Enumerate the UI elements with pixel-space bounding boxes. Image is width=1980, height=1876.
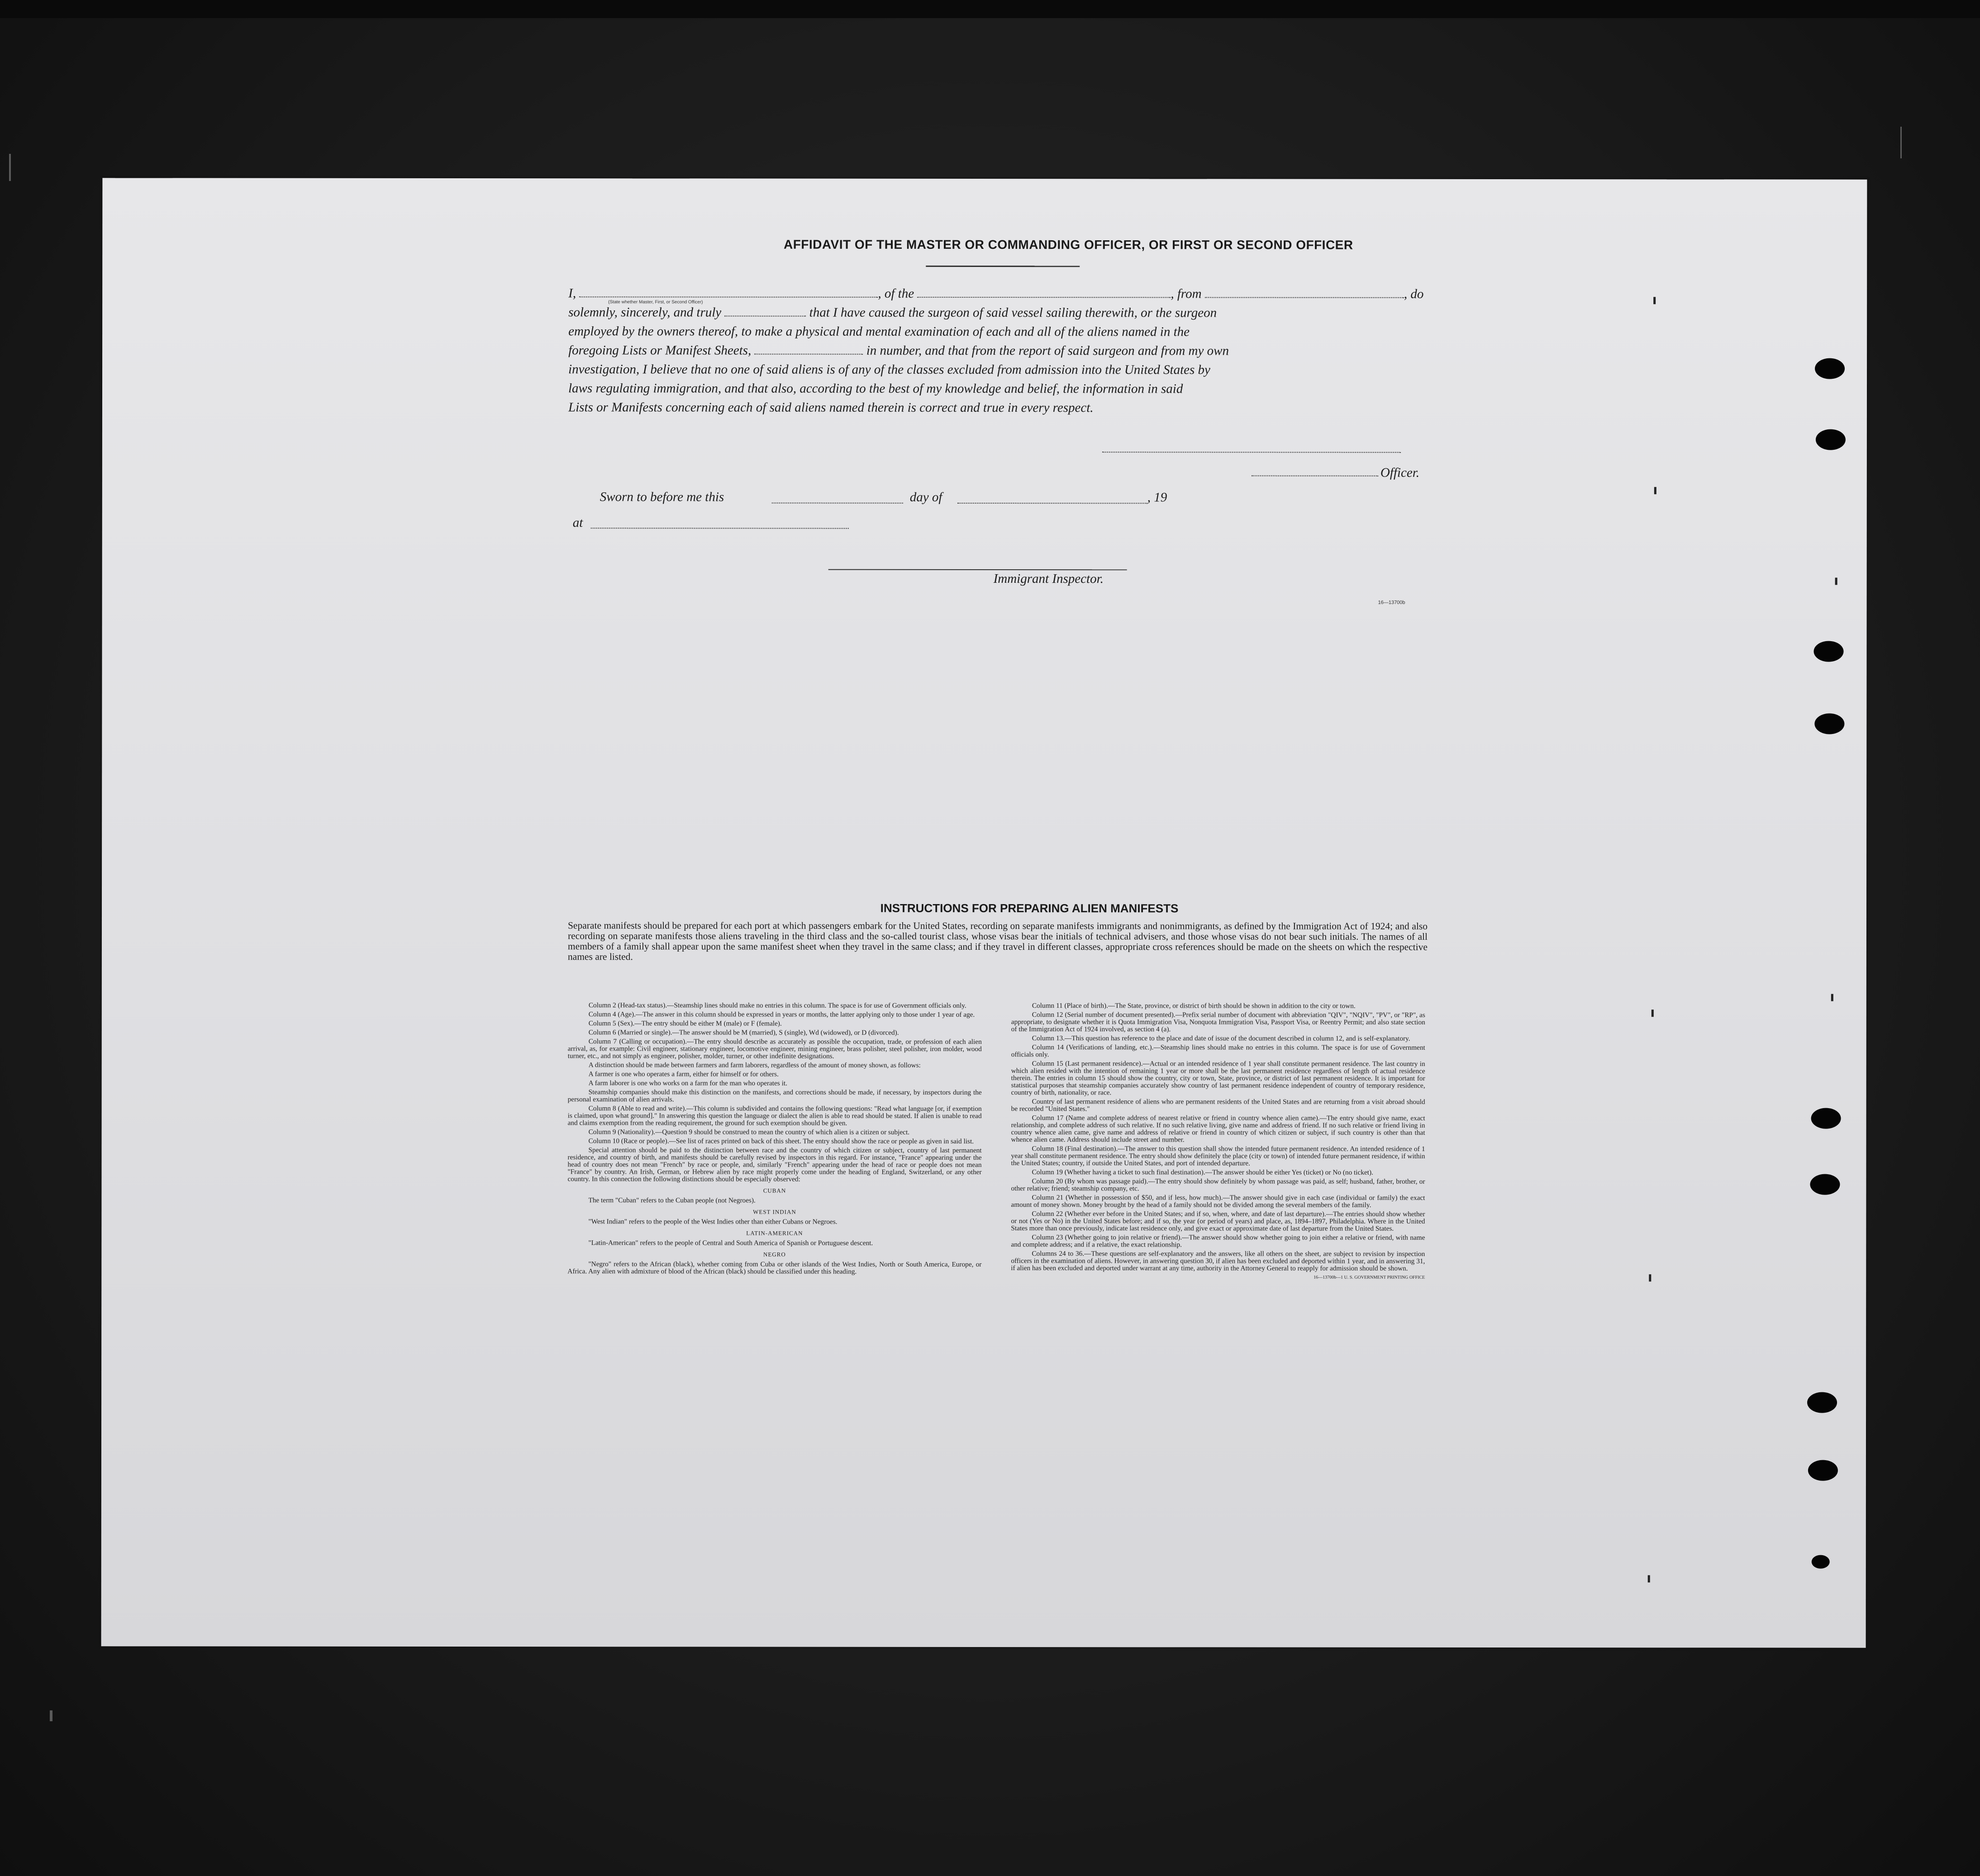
film-scratch <box>1900 127 1902 158</box>
film-scratch <box>50 1710 52 1721</box>
affidavit-line-2: solemnly, sincerely, and truly that I have caused the surgeon of said vessel sailing therewith, or the surgeon <box>568 302 1654 323</box>
page-speck <box>1649 1274 1651 1281</box>
affidavit-line-7: Lists or Manifests concerning each of said aliens named therein is correct and true in every respect. <box>568 400 1094 415</box>
page-speck <box>1652 1009 1654 1017</box>
instruction-col24-36: Columns 24 to 36.—These questions are self-explanatory and the answers, like all others on the sheet, are subject to revision by inspection officers in the examination of aliens. However, in answering question 30, if alien has been excluded and deported within 1 year, and in answering 31, if alien has been excluded and deported under warrant at any time, authority in the Attorney General to reapply for admission should be shown. <box>1011 1250 1425 1272</box>
instruction-farmers: A distinction should be made between farmers and farm laborers, regardless of the amount of money shown, as follows: <box>588 1061 921 1069</box>
instruction-col4: Column 4 (Age).—The answer in this column should be expressed in years or months, the latter applying only to those under 1 year of age. <box>588 1010 975 1019</box>
instruction-col2: Column 2 (Head-tax status).—Steamship lines should make no entries in this column. The space is for use of Government officials only. <box>588 1001 966 1009</box>
inspector-signature-line <box>828 569 1127 571</box>
instruction-col10: Column 10 (Race or people).—See list of races printed on back of this sheet. The entry should show the race or people as given in said list. <box>588 1137 974 1145</box>
instruction-farm-laborer: A farm laborer is one who works on a farm for the man who operates it. <box>588 1079 787 1087</box>
day-blank <box>772 503 903 504</box>
scan-top-edge <box>0 0 1980 18</box>
instruction-col21: Column 21 (Whether in possession of $50, and if less, how much).—The answer should give in each case (individual or family) the exact amount of money shown. Money brought by the head of a family should not be divided among the several members of the family. <box>1011 1194 1425 1209</box>
instruction-col5: Column 5 (Sex).—The entry should be either M (male) or F (female). <box>588 1019 782 1028</box>
instruction-race-note: Special attention should be paid to the distinction between race and the country of which citizen or subject, country of last permanent residence, and country of birth, and manifests should be carefully revised by inspectors in this regard. For instance, "France" appearing under the head of country does not mean "French" by race or people, and, similarly "French" appearing under the head of race or people does not mean "France" by country. An Irish, German, or Hebrew alien by race might properly come under the heading of England, Switzerland, or any other country. In this connection the following distinctions should be especially observed: <box>567 1146 982 1183</box>
film-scratch <box>9 154 11 181</box>
place-blank <box>591 528 849 529</box>
document-page <box>101 178 1867 1647</box>
punch-hole <box>1816 429 1846 450</box>
at-label: at <box>572 515 583 530</box>
instruction-col6: Column 6 (Married or single).—The answer should be M (married), S (single), Wd (widowed), or D (divorced). <box>588 1028 899 1037</box>
day-of-label: day of <box>909 490 942 505</box>
page-speck <box>1653 297 1656 304</box>
punch-hole <box>1814 714 1844 734</box>
instruction-col8: Column 8 (Able to read and write).—This column is subdivided and contains the following questions: "Read what language [or, if exemption is claimed, upon what ground]." In answering this question the language or dialect the alien is able to read should be stated. If alien is unable to read and claims exemption from the reading requirement, the ground for such exemption should be given. <box>567 1105 982 1127</box>
instruction-steamship: Steamship companies should make this distinction on the manifests, and corrections should be made, if necessary, by inspectors during the personal examination of alien arrivals. <box>567 1088 982 1104</box>
heading-cuban: CUBAN <box>763 1187 786 1194</box>
name-blank <box>579 285 878 298</box>
affidavit-line-4: foregoing Lists or Manifest Sheets, in number, and that from the report of said surgeon and from my own <box>568 340 1654 361</box>
affidavit-line-6: laws regulating immigration, and that also, according to the best of my knowledge and belief, the information in said <box>568 381 1183 396</box>
instruction-cuban: The term "Cuban" refers to the Cuban people (not Negroes). <box>588 1196 756 1205</box>
instruction-col7: Column 7 (Calling or occupation).—The entry should describe as accurately as possible the occupation, trade, or profession of each alien arrival, as, for example: Civil engineer, stationary engineer, locomotive engineer, mining engineer, brass polisher, steel polisher, iron molder, wood turner, etc., and not simply as engineer, polisher, molder, turner, or other indefinite designations. <box>567 1038 982 1060</box>
month-blank <box>957 503 1147 504</box>
count-blank <box>754 342 863 355</box>
instruction-col14: Column 14 (Verifications of landing, etc.).—Steamship lines should make no entries in this column. The space is for use of Government officials only. <box>1011 1043 1425 1059</box>
instruction-col18: Column 18 (Final destination).—The answer to this question shall show the intended future permanent residence. An intended residence of 1 year shall constitute permanent residence. The entry should show definitely the place (city or town) of intended future permanent residence, if within the United States; country, if outside the United States, and port of intended departure. <box>1011 1145 1425 1167</box>
declare-blank <box>724 304 806 316</box>
instruction-west-indian: "West Indian" refers to the people of the West Indies other than either Cubans or Negroes. <box>588 1218 838 1226</box>
instruction-negro: "Negro" refers to the African (black), whether coming from Cuba or other islands of the West Indies, North or South America, Europe, or Africa. Any alien with admixture of blood of the African (black) should be classified under this heading. <box>567 1260 982 1276</box>
port-blank <box>1205 285 1404 298</box>
punch-hole <box>1808 1460 1838 1481</box>
page-speck <box>1835 578 1837 585</box>
instruction-col22: Column 22 (Whether ever before in the United States; and if so, when, where, and date of last departure).—The entries should show whether or not (Yes or No) in the United States before; and if so, the year (or period of years) and place, as, 1894–1897, Philadelphia. Where in the United States more than once previously, indicate last residence only, and give exact or approximate date of last departure from the United States. <box>1011 1210 1425 1233</box>
title-rule <box>926 266 1080 267</box>
signature-line <box>1102 452 1401 453</box>
affidavit-line-1: I, , of the , from , do <box>568 283 1654 304</box>
officer-label: Officer. <box>1380 465 1420 480</box>
affidavit-title: AFFIDAVIT OF THE MASTER OR COMMANDING OFFICER, OR FIRST OR SECOND OFFICER <box>783 237 1353 252</box>
instruction-farmer: A farmer is one who operates a farm, either for himself or for others. <box>588 1070 779 1078</box>
vessel-blank <box>917 285 1171 298</box>
affidavit-line-3: employed by the owners thereof, to make a physical and mental examination of each and all of the aliens named in the <box>568 324 1190 339</box>
instruction-col11: Column 11 (Place of birth).—The State, province, or district of birth should be shown in addition to the city or town. <box>1032 1002 1356 1010</box>
instruction-col9: Column 9 (Nationality).—Question 9 should be construed to mean the country of which alien is a citizen or subject. <box>588 1128 910 1136</box>
form-code: 16—13700b <box>1378 600 1405 605</box>
page-speck <box>1648 1575 1650 1582</box>
instruction-col13: Column 13.—This question has reference to the place and date of issue of the document described in column 12, and is self-explanatory. <box>1032 1034 1410 1043</box>
year-label: , 19 <box>1147 490 1167 505</box>
instruction-col23: Column 23 (Whether going to join relative or friend).—The answer should show whether going to join either a relative or friend, with name and complete address; and if a relative, the exact relationship. <box>1011 1233 1425 1249</box>
instructions-intro: Separate manifests should be prepared for each port at which passengers embark for the United States, recording on separate manifests immigrants and nonimmigrants, as defined by the Immigration Act of 1924; and also recording on separate manifests those aliens traveling in the third class and the so-called tourist class, whose visas bear the initials of technical advisers, and those whose visas do not bear such initials. The names of all members of a family shall appear upon the same manifest sheet when they travel in the same class; and if they travel in different classes, appropriate cross references should be made on the sheets on which the respective names are listed. <box>567 920 1428 962</box>
instruction-latin-american: "Latin-American" refers to the people of Central and South America of Spanish or Portuguese descent. <box>588 1239 873 1247</box>
punch-hole <box>1810 1174 1840 1195</box>
heading-negro: NEGRO <box>763 1251 786 1258</box>
punch-hole <box>1815 358 1845 379</box>
inspector-label: Immigrant Inspector. <box>993 571 1104 586</box>
punch-hole <box>1812 1555 1830 1569</box>
instructions-right-column <box>1011 1002 1425 1283</box>
heading-latin-american: LATIN-AMERICAN <box>746 1229 803 1237</box>
instructions-title: INSTRUCTIONS FOR PREPARING ALIEN MANIFESTS <box>880 901 1179 915</box>
instructions-left-column <box>567 1002 982 1277</box>
instruction-us-residents: Country of last permanent residence of aliens who are permanent residents of the United States and are returning from a visit abroad should be recorded "United States." <box>1011 1098 1425 1113</box>
sworn-label: Sworn to before me this <box>600 490 724 505</box>
officer-note: (State whether Master, First, or Second Officer) <box>608 300 703 305</box>
punch-hole <box>1811 1108 1841 1129</box>
instruction-col15: Column 15 (Last permanent residence).—Actual or an intended residence of 1 year shall constitute permanent residence. The last country in which alien resided with the intention of remaining 1 year or more shall be the last permanent residence regardless of length of actual residence therein. The entries in column 15 should show the country, city or town, State, province, or district of last permanent residence. It is important for statistical purposes that steamship companies accurately show country of last permanent residence independent of country of temporary residence, country of birth, nationality, or race. <box>1011 1060 1425 1097</box>
punch-hole <box>1807 1392 1837 1413</box>
instruction-col19: Column 19 (Whether having a ticket to such final destination).—The answer should be either Yes (ticket) or No (no ticket). <box>1032 1168 1373 1176</box>
instruction-col17: Column 17 (Name and complete address of nearest relative or friend in country whence alien came).—The entry should give name, exact relationship, and complete address of such relative. If no such relative living, give name and address of friend. If no such relative or friend living in country whence alien came, give name and address of relative or friend in country of which citizen or subject, if such country is other than that whence alien came. Address should include street and number. <box>1011 1114 1425 1144</box>
printer-imprint: 16—13700b—1 U. S. GOVERNMENT PRINTING OFFICE <box>1314 1275 1425 1280</box>
page-speck <box>1654 487 1656 494</box>
affidavit-line-5: investigation, I believe that no one of said aliens is of any of the classes excluded from admission into the United States by <box>568 362 1210 377</box>
page-speck <box>1831 994 1833 1001</box>
punch-hole <box>1813 641 1843 662</box>
heading-west-indian: WEST INDIAN <box>753 1208 796 1215</box>
instruction-col12: Column 12 (Serial number of document presented).—Prefix serial number of document with abbreviation "QIV", "NQIV", "PV", or "RP", as appropriate, to designate whether it is Quota Immigration Visa, Nonquota Immigration Visa, Passport Visa, or Reentry Permit; and also state section of the Immigration Act of 1924 involved, as section 4 (a). <box>1011 1011 1425 1033</box>
instruction-col20: Column 20 (By whom was passage paid).—The entry should show definitely by whom passage was paid, as self; husband, father, brother, or other relative; friend; steamship company, etc. <box>1011 1177 1425 1193</box>
